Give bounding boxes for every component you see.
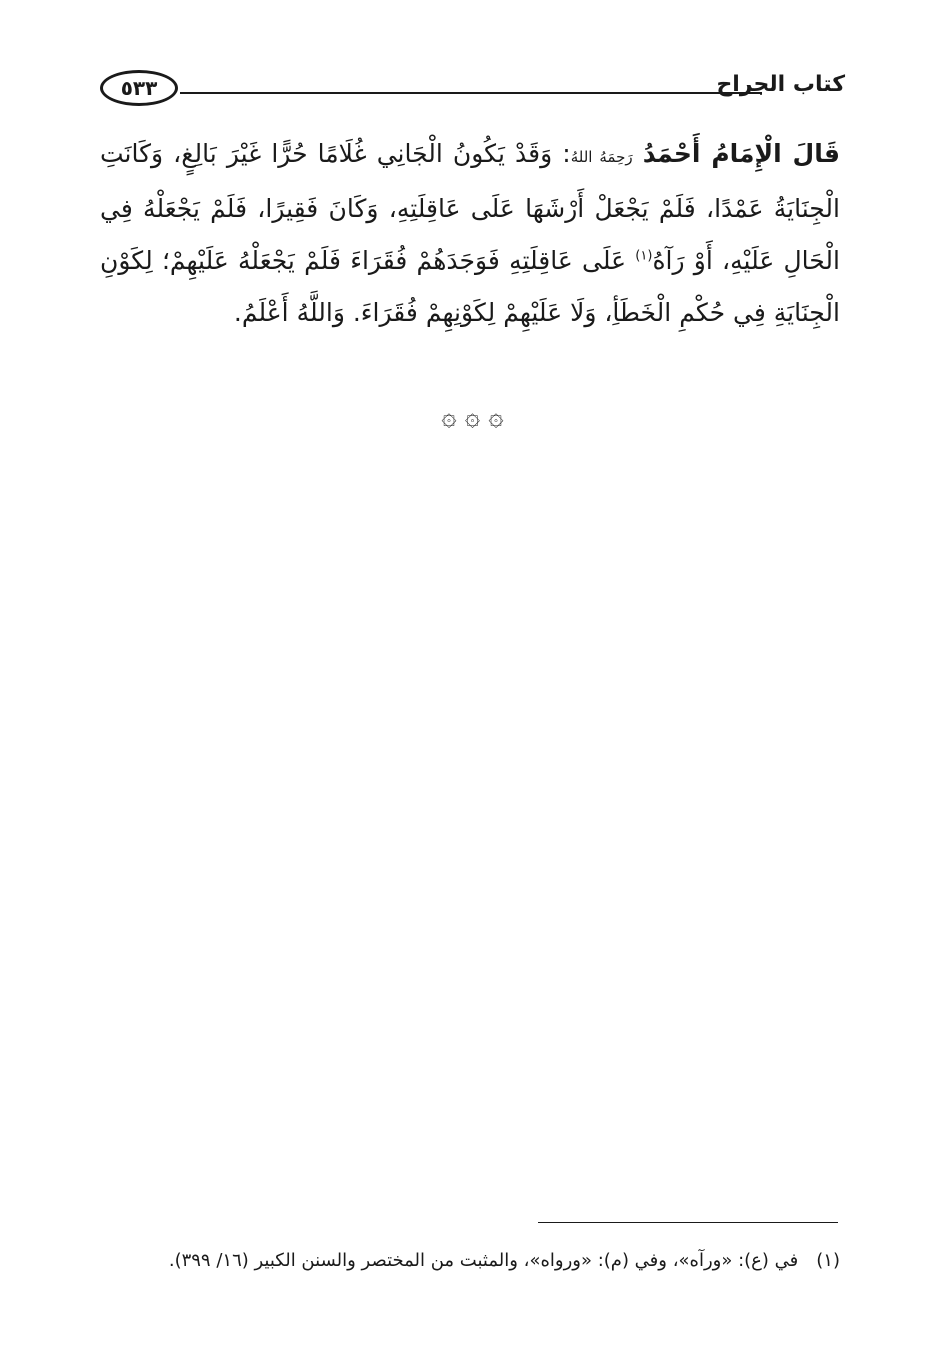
main-paragraph	[100, 128, 840, 339]
running-header-title: كتاب الجراح	[716, 72, 845, 97]
footnote-text: في (ع): «ورآه»، وفي (م): «ورواه»، والمثبت من المختصر والسنن الكبير (١٦/ ٣٩٩).	[168, 1250, 799, 1271]
footnote-reference: (١)	[635, 248, 653, 264]
speaker-name: قَالَ الْإِمَامُ أَحْمَدُ	[642, 139, 840, 168]
paragraph-text-part1: : وَقَدْ يَكُونُ الْجَانِي غُلَامًا حُرًّا غَيْرَ بَالِغٍ، وَكَانَتِ الْجِنَايَةُ عَمْدًا، فَلَمْ يَجْعَلْ أَرْشَهَا عَلَى عَاقِلَتِهِ، وَكَانَ فَقِيرًا، فَلَمْ يَجْعَلْهُ فِي الْحَالِ عَلَيْهِ، أَوْ رَآهُ	[100, 139, 840, 275]
header-rule	[180, 92, 762, 94]
paragraph-text-part2: عَلَى عَاقِلَتِهِ فَوَجَدَهُمْ فُقَرَاءَ فَلَمْ يَجْعَلْهُ عَلَيْهِمْ؛ لِكَوْنِ الْجِنَايَةِ فِي حُكْمِ الْخَطَأِ، وَلَا عَلَيْهِمْ لِكَوْنِهِمْ فُقَرَاءَ. وَاللَّهُ أَعْلَمُ.	[100, 246, 840, 327]
honorific-phrase: رَحِمَهُ اللهُ	[570, 148, 633, 166]
page-number: ٥٣٣	[120, 76, 158, 100]
page-number-badge	[100, 70, 178, 106]
footnote-number: (١)	[816, 1250, 840, 1271]
section-end-ornaments: ۞ ۞ ۞	[441, 402, 504, 432]
footnote-rule	[538, 1222, 838, 1223]
footnote	[100, 1246, 840, 1276]
